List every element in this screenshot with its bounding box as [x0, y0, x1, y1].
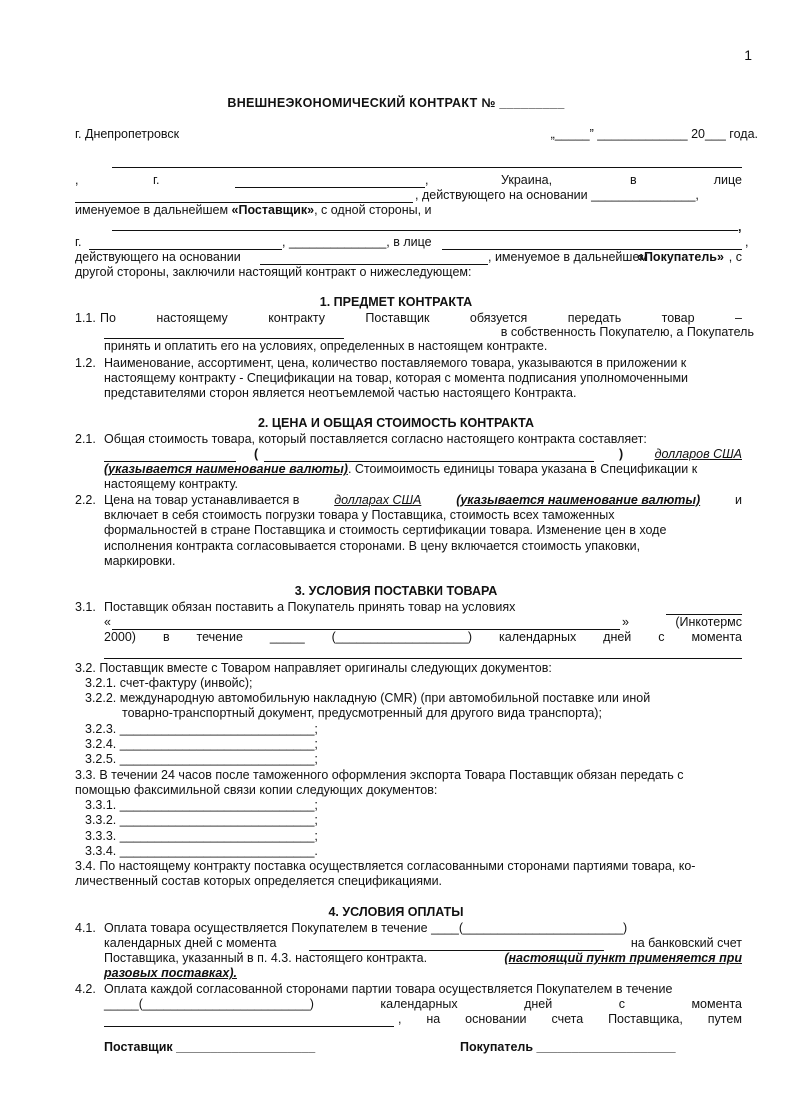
- clause-2-2-line-1: Цена на товар устанавливается в долларах США (указывается наименование валюты) и: [104, 493, 742, 507]
- clause-4-2-line-2: _____(________________________) календарных дней с момента: [104, 997, 742, 1011]
- buyer-signature: Покупатель ____________________: [460, 1040, 676, 1054]
- page-number: 1: [744, 47, 752, 63]
- contract-date: „_____” _____________ 20___ года.: [550, 127, 758, 141]
- clause-4-2-line-3: , на основании счета Поставщика, путем: [398, 1012, 742, 1026]
- section-3-heading: 3. УСЛОВИЯ ПОСТАВКИ ТОВАРА: [294, 584, 498, 598]
- clause-3-1-line-3: 2000) в течение _____ (___________________) календарных дней с момента: [104, 630, 742, 644]
- section-2-heading: 2. ЦЕНА И ОБЩАЯ СТОИМОСТЬ КОНТРАКТА: [257, 416, 535, 430]
- supplier-signature: Поставщик ____________________: [104, 1040, 316, 1054]
- intro-line-7: другой стороны, заключили настоящий контракт о нижеследующем:: [75, 265, 472, 279]
- blank-line: [112, 167, 742, 168]
- section-4-heading: 4. УСЛОВИЯ ОПЛАТЫ: [328, 905, 464, 919]
- contract-title: ВНЕШНЕЭКОНОМИЧЕСКИЙ КОНТРАКТ № _________: [227, 96, 565, 110]
- blank-line: [104, 1026, 394, 1027]
- section-1-heading: 1. ПРЕДМЕТ КОНТРАКТА: [319, 295, 473, 309]
- blank-line: [112, 230, 738, 231]
- clause-4-1-line-4: разовых поставках).: [104, 966, 237, 980]
- clause-2-1-line-3: (указывается наименование валюты). Стоимоимость единицы товара указана в Спецификации к: [104, 462, 698, 476]
- intro-line-3: именуемое в дальнейшем «Поставщик», с одной стороны, и: [75, 203, 432, 217]
- blank-line: [104, 658, 742, 659]
- clause-1-1-line-1: По настоящему контракту Поставщик обязуется передать товар –: [100, 311, 742, 325]
- city: г. Днепропетровск: [75, 127, 180, 141]
- clause-3-1-line-1: Поставщик обязан поставить а Покупатель принять товар на условиях: [104, 600, 742, 615]
